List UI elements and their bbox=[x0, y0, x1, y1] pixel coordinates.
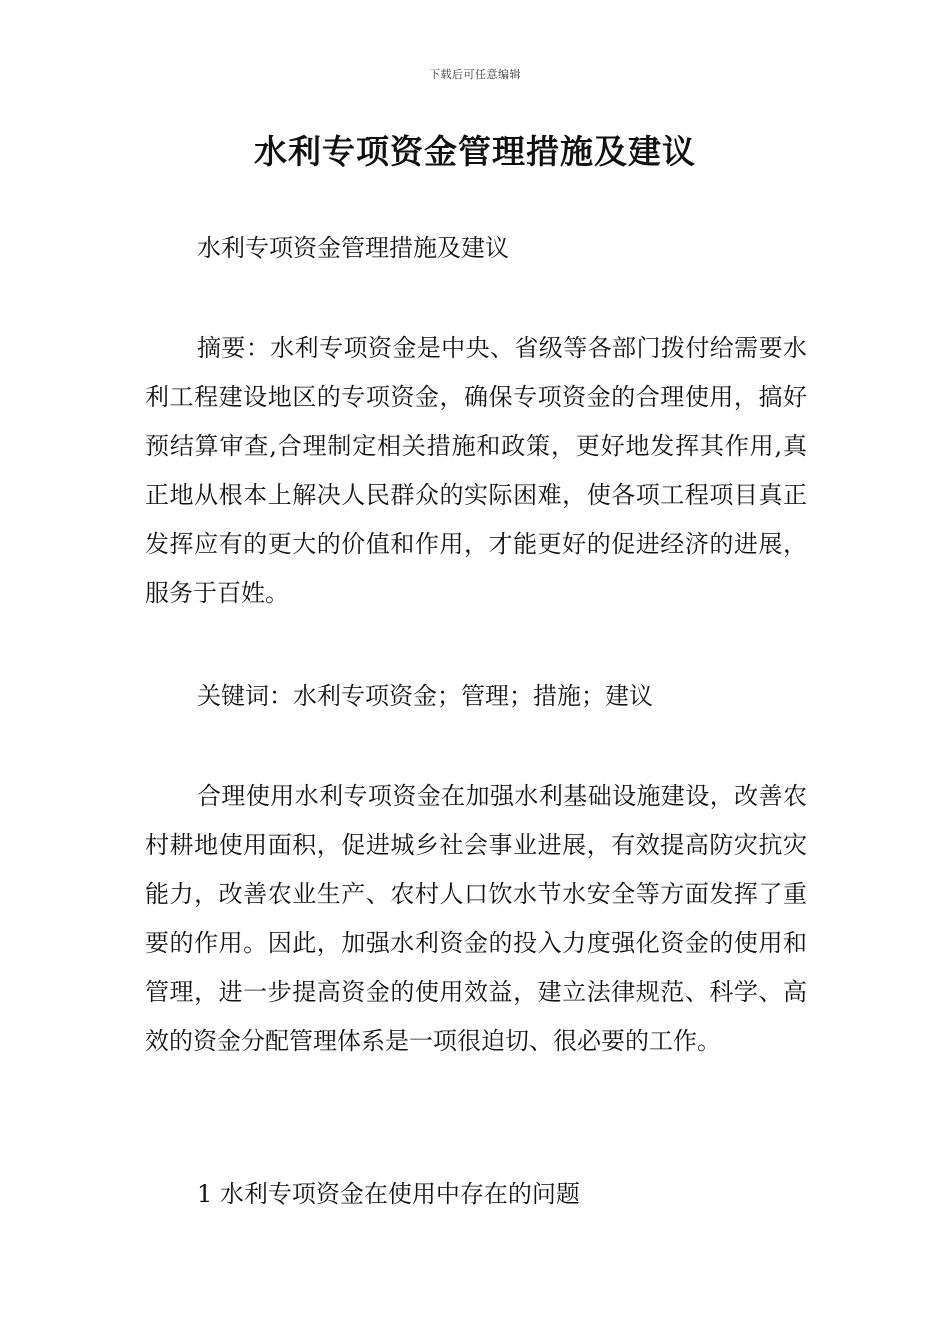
abstract-paragraph: 摘要：水利专项资金是中央、省级等各部门拨付给需要水利工程建设地区的专项资金，确保专项资金的合理使用，搞好预结算审查,合理制定相关措施和政策，更好地发挥其作用,真正地从根本上解决人民群众的实际困难，使各项工程项目真正发挥应有的更大的价值和作用，才能更好的促进经济的进展，服务于百姓。 bbox=[145, 334, 807, 607]
section-heading: 1 水利专项资金在使用中存在的问题 bbox=[197, 1180, 580, 1208]
body-paragraph: 合理使用水利专项资金在加强水利基础设施建设，改善农村耕地使用面积，促进城乡社会事业进展，有效提高防灾抗灾能力，改善农业生产、农村人口饮水节水安全等方面发挥了重要的作用。因此，加强水利资金的投入力度强化资金的使用和管理，进一步提高资金的使用效益，建立法律规范、科学、高效的资金分配管理体系是一项很迫切、很必要的工作。 bbox=[145, 782, 807, 1055]
document-subtitle: 水利专项资金管理措施及建议 bbox=[197, 234, 509, 262]
keywords-line: 关键词：水利专项资金；管理；措施；建议 bbox=[197, 682, 653, 710]
document-title: 水利专项资金管理措施及建议 bbox=[254, 132, 696, 171]
page-header-note: 下载后可任意编辑 bbox=[429, 68, 521, 81]
